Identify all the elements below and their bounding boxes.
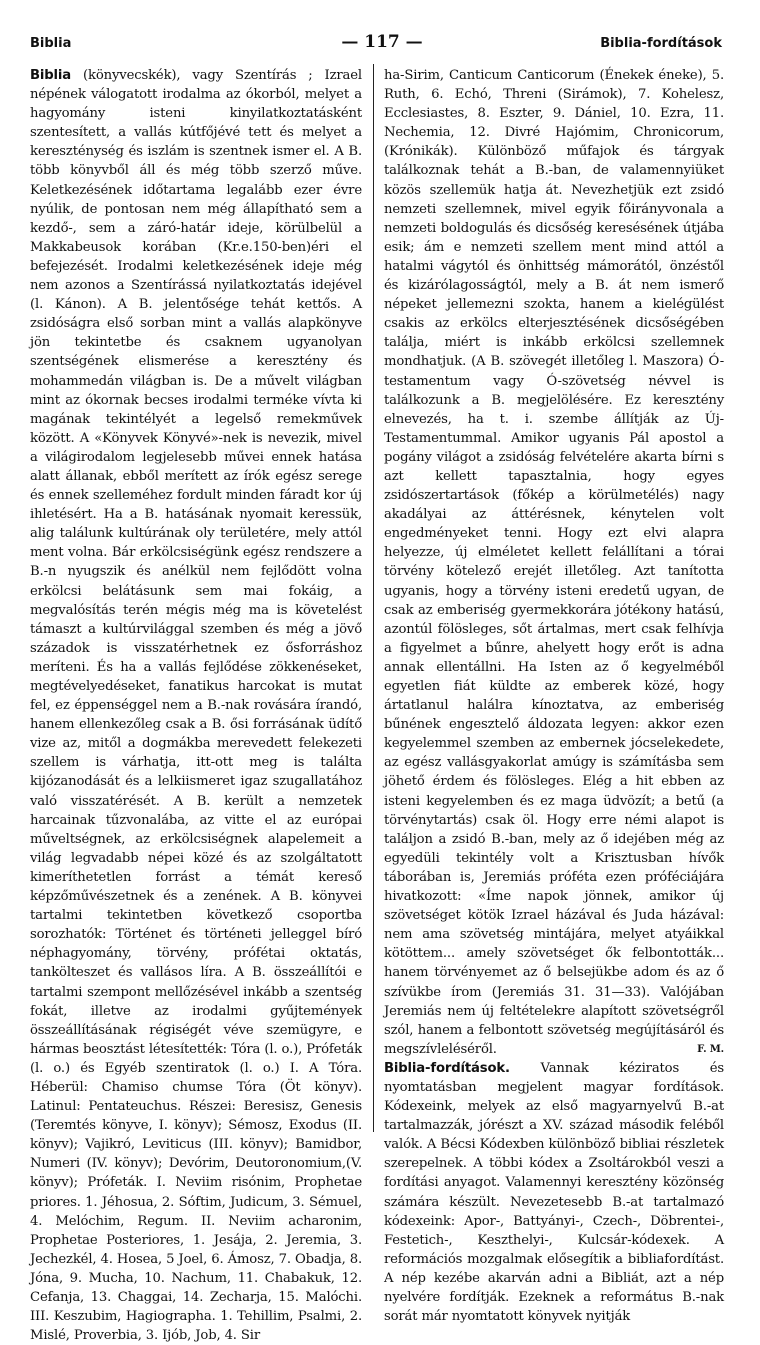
entry-title: Biblia [30,68,72,83]
right-column [384,66,724,1326]
page-number: — 117 — [341,32,423,52]
page-header [30,34,722,60]
column-divider [373,64,374,1132]
entry-biblia [30,66,362,1345]
entry-text: (könyvecskék), vagy Szentírás ; Izrael népének válogatott irodalma az ókorból, melyet a hagyomány isteni kinyilatkoztatásként szentesített, a vallás kútfőjévé tett és melyet a kereszténység és iszlám is szentnek ismer el. A B. több könyvből áll és még több szerző műve. Keletkezésének időtartama legalább ezer évre nyúlik, de pontosan nem még állapítható sem a kezdő-, sem a záró-határ ideje, körülbelül a Makkabeusok korában (Kr.e.150-ben)éri el befejezését. Irodalmi keletkezésének ideje még nem azonos a Szentírássá nyilatkoztatás idejével (l. Kánon). A B. jelentősége tehát kettős. A zsidóságra első sorban mint a vallás alapkönyve jön tekintetbe és csaknem ugyanolyan szentségének elismerése a keresztény és mohammedán világban is. De a művelt világban mint az ókornak becses irodalmi terméke vívta ki magának tekintélyét a legelső remekművek között. A «Könyvek Könyvé»-nek is nevezik, mivel a világirodalom legjelesebb művei ennek hatása alatt állanak, ebből merített az írók egész serege és ennek szelleméhez fordult minden fáradt kor új ihletésért. Ha a B. hatásának nyomait keressük, alig találunk kultúrának oly területére, mely attól ment volna. Bár erkölcsiségünk egész rendszere a B.-n nyugszik és anélkül nem fejlődött volna erkölcsi belátásunk sem mai fokáig, a megvalósítás terén mégis még ma is követelést támaszt a kultúrvilággal szemben és még a jövő századok is visszatérhetnek ez ősforráshoz meríteni. És ha a vallás fejlődése zökkenéseket, megtévelyedéseket, fanatikus harcokat is mutat fel, ez éppenséggel nem a B.-nak rovására írandó, hanem ellenkezőleg csak a B. ősi forrásának üdítő vize az, mitől a dogmákba merevedett felekezeti szellem is várhatja, itt-ott meg is találta kijózanodását és a lelkiismeret igaz szugallatához való visszatérését. A B. került a nemzetek harcainak tűzvonalába, az vitte el az európai műveltségnek, az erkölcsiségnek alapelemeit a világ legvadabb népei közé és az szolgáltatott kimeríthetetlen forrást a témát kereső képzőművészetnek és a zenének. A B. könyvei tartalmi tekintetben következő csoportba sorozhatók: Történet és történeti jelleggel bíró néphagyomány, törvény, prófétai oktatás, tankölteszet és vallásos líra. A B. összeállítói e tartalmi szempont mellőzésével inkább a szentség fokát, illetve az irodalmi gyűjtemények összeállításának régiségét véve szemügyre, e hármas beosztást létesítették: Tóra (l. o.), Prófeták (l. o.) és Egyéb szentiratok (l. o.) I. A Tóra. Héberül: Chamiso chumse Tóra (Öt könyv). Latinul: Pentateuchus. Részei: Beresisz, Genesis (Teremtés könyve, I. könyv); Sémosz, Exodus (II. könyv); Vajikró, Leviticus (III. könyv); Bamidbor, Numeri (IV. könyv); Devórim, Deutoronomium,(V. könyv); Prófeták. I. Neviim risónim, Prophetae priores. 1. Jéhosua, 2. Sóftim, Judicum, 3. Sémuel, 4. Melóchim, Regum. II. Neviim acharonim, Prophetae Posteriores, 1. Jesája, 2. Jeremia, 3. Jechezkél, 4. Hosea, 5 Joel, 6. Ámosz, 7. Obadja, 8. Jóna, 9. Mucha, 10. Nachum, 11. Chabakuk, 12. Cefanja, 13. Chaggai, 14. Zecharja, 15. Malóchi. III. Keszubim, Hagiographa. 1. Tehillim, Psalmi, 2. Mislé, Proverbia, 3. Ijób, Job, 4. Sir [30,68,362,1344]
entry2-title: Biblia-fordítások. [384,1060,510,1076]
entry-biblia-forditasok [384,1059,724,1326]
running-head-right: Biblia-fordítások [600,36,722,51]
continuation-text: ha-Sirim, Canticum Canticorum (Énekek éneke), 5. Ruth, 6. Echó, Threni (Sirámok), 7. Kohelesz, Ecclesiastes, 8. Eszter, 9. Dániel, 10. Ezra, 11. Nechemia, 12. Divré Hajómim, Chronicorum, (Krónikák). Különböző műfajok és tárgyak találkoznak tehát a B.-ban, de valamennyiüket közös szellemük hatja át. Nevezhetjük ezt zsidó nemzeti szellemnek, mivel egyik főirányvonala a nemzeti boldogulás és dicsőség keresésének útjába esik; ám e nemzeti szellem ment mind attól a hatalmi vágytól és önhittség mámorától, önzéstől és kizárólagosságtól, mely a B. át nem ismerő népeket jellemezni szokta, hanem a kielégülést csakis az erkölcs elterjesztésének dicsőségében találja, miért is inkább erkölcsi szellemnek mondhatjuk. (A B. szövegét illetőleg l. Maszora) Ó-testamentum vagy Ó-szövetség névvel is találkozunk a B. megjelölésére. Ez keresztény elnevezés, ha t. i. szembe állítják az Új-Testamentummal. Amikor ugyanis Pál apostol a pogány világot a zsidóság felvételére akarta bírni s azt kellett tapasztalnia, hogy egyes zsidószertartások (főkép a körülmetélés) nagy akadályai az áttérésnek, kénytelen volt engedményeket tenni. Hogy ezt elvi alapra helyezze, új elméletet kellett felállítani a tórai törvény kötelező erejét illetőleg. Azt tanította ugyanis, hogy a törvény isteni eredetű ugyan, de csak az emberiség gyermekkorára jótékony hatású, azontúl fölösleges, sőt ártalmas, mert csak felhívja a figyelmet a bűnre, ahelyett hogy erőt is adna annak ellentállni. Ha Isten az ő kegyelméből egyetlen fiát küldte az emberek közé, hogy ártatlanul halálra kínoztatva, az emberiség bűnének engesztelő áldozata legyen: akkor ezen kegyelemmel szemben az embernek jócselekedete, az egész vallásgyakorlat amúgy is számításba sem jöhető érdem és fölösleges. Elég a hit ebben az isteni kegyelemben és ez maga üdvözít; a betű (a törvénytartás) csak öl. Hogy erre némi alapot is találjon a zsidó B.-ban, mely az ő idejében még az egyedüli tekintély volt a Krisztusban hívők táborában is, Jeremiás próféta ezen próféciájára hivatkozott: «Íme napok jönnek, amikor új szövetséget kötök Izrael házával és Juda házával: nem ama szövetség mintájára, melyet atyáikkal kötöttem... amely szövetséget ők felbontották... hanem törvényemet az ő belsejükbe adom és az ő szívükbe írom (Jeremiás 31. 31—33). Valójában Jeremiás nem új feltételekre alapított szövetségről szól, hanem a felbontott szövetség megújításáról és megszívleléséről. [384,68,724,1057]
author-signature: F. M. [697,1043,724,1055]
left-column [30,66,362,1345]
entry2-text: Vannak kéziratos és nyomtatásban megjelent magyar fordítások. Kódexeink, melyek az első magyarnyelvű B.-at tartalmazzák, jórészt a XV. század második feléből valók. A Bécsi Kódexben különböző bibliai részletek szerepelnek. A többi kódex a Zsoltárokból veszi a fordítási anyagot. Valamennyi keresztény közönség számára készült. Nevezetesebb B.-at tartalmazó kódexeink: Apor-, Battyányi-, Czech-, Döbrentei-, Festetich-, Keszthelyi-, Kulcsár-kódexek. A reformációs mozgalmak elősegítik a bibliafordítást. A nép kezébe akarván adni a Bibliát, azt a nép nyelvére fordítják. Ezeknek a református B.-nak sorát már nyomtatott könyvek nyitják [384,1060,724,1325]
entry-continuation [384,66,724,1059]
running-head-left: Biblia [30,36,72,51]
